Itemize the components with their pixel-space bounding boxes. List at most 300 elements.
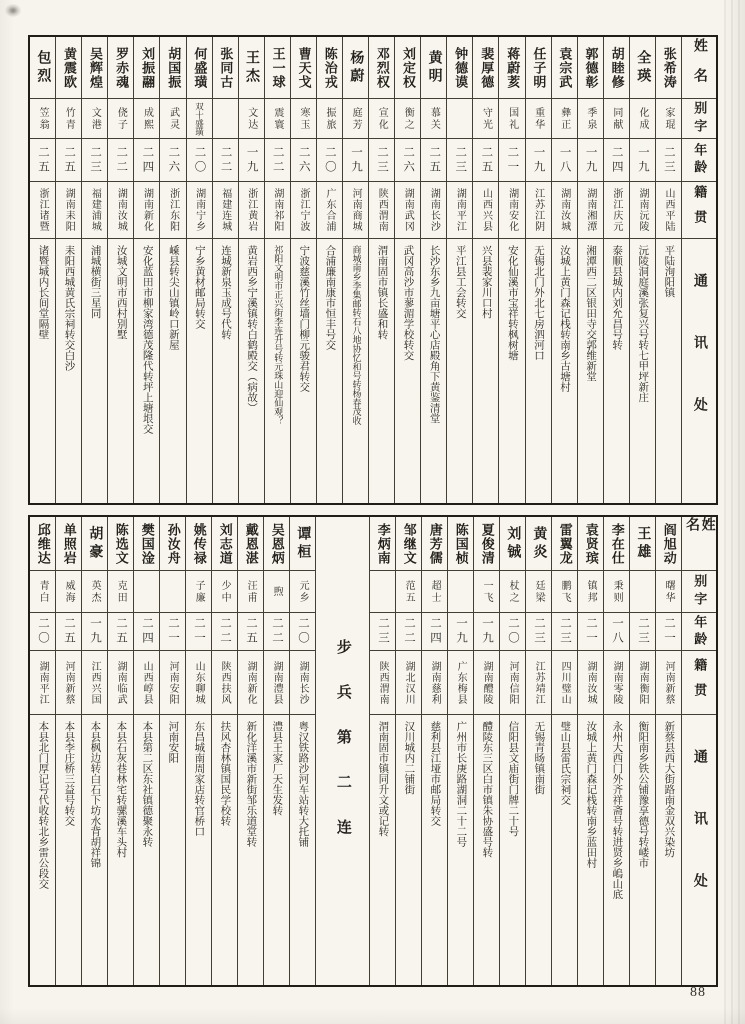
roster-column bbox=[212, 517, 238, 985]
age-cell bbox=[473, 139, 498, 182]
addr-cell bbox=[108, 239, 133, 503]
native-cell bbox=[656, 651, 681, 715]
native-text: 江西兴国 bbox=[89, 660, 101, 705]
native-cell bbox=[160, 182, 185, 239]
addr-text: 沅陵洞庭溪张复兴号转七甲坪新庄 bbox=[637, 245, 649, 403]
age-text: 年龄 bbox=[692, 614, 708, 649]
roster-column bbox=[448, 517, 474, 985]
zi-text: 克田 bbox=[115, 579, 127, 604]
age-cell bbox=[526, 139, 551, 182]
zi-text: 震寰 bbox=[271, 106, 283, 131]
name-text: 刘振翮 bbox=[140, 46, 156, 89]
roster-column bbox=[82, 517, 108, 985]
addr-cell bbox=[682, 715, 716, 985]
native-cell bbox=[82, 651, 107, 715]
roster-table-bottom bbox=[28, 515, 718, 987]
native-text: 湖南新化 bbox=[141, 188, 153, 232]
name-text: 陈国桢 bbox=[453, 522, 469, 565]
name-cell bbox=[30, 37, 55, 99]
age-cell bbox=[370, 613, 395, 651]
zi-cell bbox=[290, 571, 315, 613]
age-cell bbox=[369, 139, 394, 182]
name-cell bbox=[552, 517, 577, 571]
addr-cell bbox=[30, 239, 55, 503]
addr-text: 本县枫边转白石下坊水背胡祥锦 bbox=[89, 721, 101, 868]
native-cell bbox=[134, 651, 159, 715]
age-cell bbox=[343, 139, 368, 182]
zi-text: 庭芳 bbox=[350, 106, 362, 131]
zi-cell bbox=[369, 99, 394, 139]
native-text: 湖南衡阳 bbox=[637, 660, 649, 705]
zi-cell bbox=[630, 571, 655, 613]
native-cell bbox=[239, 182, 264, 239]
age-text: 二〇 bbox=[323, 145, 336, 175]
native-text: 陕西渭南 bbox=[377, 660, 389, 705]
native-cell bbox=[213, 182, 238, 239]
native-text: 山东聊城 bbox=[193, 660, 205, 705]
addr-text: 诸暨城内长间堂隔壁 bbox=[37, 245, 49, 340]
roster-column bbox=[526, 37, 552, 503]
addr-cell bbox=[499, 239, 524, 503]
roster-column bbox=[239, 37, 265, 503]
name-cell bbox=[682, 517, 716, 571]
zi-cell bbox=[499, 99, 524, 139]
addr-text: 渭南固市镇长盛和转 bbox=[376, 245, 388, 340]
age-text: 二二 bbox=[402, 617, 415, 646]
age-cell bbox=[578, 613, 603, 651]
age-cell bbox=[682, 139, 716, 182]
zi-cell bbox=[448, 571, 473, 613]
zi-cell bbox=[396, 571, 421, 613]
addr-cell bbox=[134, 715, 159, 985]
zi-text: 煦 bbox=[271, 585, 283, 598]
addr-cell bbox=[134, 239, 159, 503]
roster-column bbox=[578, 37, 604, 503]
addr-cell bbox=[422, 715, 447, 985]
addr-cell bbox=[578, 239, 603, 503]
native-cell bbox=[290, 651, 315, 715]
zi-text: 文达 bbox=[245, 106, 257, 131]
native-cell bbox=[134, 182, 159, 239]
age-cell bbox=[82, 613, 107, 651]
age-text: 一九 bbox=[454, 617, 467, 646]
zi-text: 武灵 bbox=[167, 106, 179, 131]
addr-text: 汝城文明市西村别墅 bbox=[115, 245, 127, 340]
zi-text: 廷梁 bbox=[533, 579, 545, 604]
zi-text: 别字 bbox=[692, 573, 708, 610]
zi-cell bbox=[187, 99, 212, 139]
age-text: 二一 bbox=[584, 617, 597, 646]
name-text: 吴辉煌 bbox=[88, 46, 104, 89]
native-text: 籍贯 bbox=[692, 185, 708, 235]
zi-cell bbox=[212, 571, 237, 613]
zi-cell bbox=[264, 571, 289, 613]
roster-column bbox=[108, 517, 134, 985]
native-cell bbox=[56, 651, 81, 715]
name-text: 刘定权 bbox=[400, 46, 416, 89]
native-text: 浙江东阳 bbox=[167, 188, 179, 232]
name-text: 钟德谟 bbox=[453, 46, 469, 89]
age-text: 二一 bbox=[192, 617, 205, 646]
roster-column bbox=[30, 37, 56, 503]
age-cell bbox=[239, 139, 264, 182]
name-text: 全瑛 bbox=[635, 49, 651, 86]
native-text: 浙江黄岩 bbox=[245, 188, 257, 232]
roster-column bbox=[160, 517, 186, 985]
roster-column bbox=[108, 37, 134, 503]
name-text: 任子明 bbox=[531, 46, 547, 89]
addr-cell bbox=[473, 239, 498, 503]
addr-cell bbox=[370, 715, 395, 985]
roster-column bbox=[291, 37, 317, 503]
native-cell bbox=[578, 651, 603, 715]
name-text: 邹继文 bbox=[401, 522, 417, 565]
age-text: 二五 bbox=[114, 617, 127, 646]
age-text: 一九 bbox=[636, 145, 649, 175]
name-text: 袁宗武 bbox=[557, 46, 573, 89]
addr-cell bbox=[578, 715, 603, 985]
addr-text: 河南安阳 bbox=[167, 721, 179, 763]
name-text: 姓名 bbox=[684, 517, 715, 547]
age-cell bbox=[186, 613, 211, 651]
roster-column bbox=[526, 517, 552, 985]
name-text: 刘铖 bbox=[505, 525, 521, 562]
zi-cell bbox=[682, 99, 716, 139]
name-cell bbox=[108, 37, 133, 99]
name-cell bbox=[264, 517, 289, 571]
age-cell bbox=[604, 613, 629, 651]
addr-cell bbox=[369, 239, 394, 503]
age-text: 二二 bbox=[115, 145, 128, 175]
zi-text: 镇邦 bbox=[585, 579, 597, 604]
name-cell bbox=[526, 37, 551, 99]
age-text: 二六 bbox=[167, 145, 180, 175]
native-cell bbox=[499, 182, 524, 239]
addr-text: 信阳县文庙街门牌二十号 bbox=[507, 721, 519, 837]
name-cell bbox=[552, 37, 577, 99]
roster-column bbox=[343, 37, 369, 503]
age-cell bbox=[82, 139, 107, 182]
age-text: 二五 bbox=[62, 617, 75, 646]
name-cell bbox=[213, 37, 238, 99]
zi-cell bbox=[395, 99, 420, 139]
native-text: 河南新蔡 bbox=[63, 660, 75, 705]
name-cell bbox=[186, 517, 211, 571]
name-cell bbox=[187, 37, 212, 99]
native-cell bbox=[552, 182, 577, 239]
zi-cell bbox=[238, 571, 263, 613]
native-text: 湖南汝城 bbox=[585, 660, 597, 705]
zi-cell bbox=[317, 99, 342, 139]
name-cell bbox=[526, 517, 551, 571]
scan-edge-streaks bbox=[719, 0, 745, 1024]
addr-cell bbox=[82, 715, 107, 985]
age-cell bbox=[134, 613, 159, 651]
native-text: 湖南慈利 bbox=[429, 660, 441, 705]
name-cell bbox=[369, 37, 394, 99]
name-cell bbox=[630, 517, 655, 571]
age-text: 二三 bbox=[558, 617, 571, 646]
addr-text: 无锡青旸镇南街 bbox=[533, 721, 545, 795]
age-cell bbox=[474, 613, 499, 651]
native-text: 湖南武冈 bbox=[402, 188, 414, 232]
age-text: 二二 bbox=[271, 145, 284, 175]
name-text: 曹天戈 bbox=[296, 46, 312, 89]
name-cell bbox=[265, 37, 290, 99]
zi-text: 一飞 bbox=[481, 579, 493, 604]
native-cell bbox=[578, 182, 603, 239]
native-text: 河南商城 bbox=[350, 188, 362, 232]
roster-column bbox=[369, 37, 395, 503]
addr-text: 兴县裴家川口村 bbox=[480, 245, 492, 319]
age-text: 二二 bbox=[219, 145, 232, 175]
roster-column bbox=[395, 37, 421, 503]
roster-column bbox=[552, 37, 578, 503]
name-text: 唐芳儒 bbox=[427, 522, 443, 565]
addr-text: 汝城上黄门森记栈转南乡古塘村 bbox=[559, 245, 571, 392]
native-cell bbox=[630, 651, 655, 715]
name-text: 李炳南 bbox=[375, 522, 391, 565]
header-column bbox=[682, 517, 716, 985]
zi-text: 衡之 bbox=[402, 106, 414, 131]
native-cell bbox=[474, 651, 499, 715]
addr-text: 黄岩西乡宁溪镇转白鹤殿交（病故） bbox=[246, 245, 258, 413]
zi-cell bbox=[656, 99, 681, 139]
addr-cell bbox=[656, 239, 681, 503]
addr-text: 连城新泉玉成号代转 bbox=[220, 245, 231, 340]
age-text: 二二 bbox=[270, 617, 283, 646]
roster-column bbox=[56, 517, 82, 985]
zi-text: 威海 bbox=[63, 579, 75, 604]
zi-cell bbox=[474, 571, 499, 613]
zi-text: 宣化 bbox=[376, 106, 388, 131]
zi-text: 汪甫 bbox=[245, 579, 257, 604]
zi-cell bbox=[265, 99, 290, 139]
zi-cell bbox=[108, 571, 133, 613]
name-cell bbox=[317, 37, 342, 99]
name-cell bbox=[500, 517, 525, 571]
native-cell bbox=[30, 651, 55, 715]
age-text: 二〇 bbox=[193, 145, 206, 175]
roster-column bbox=[396, 517, 422, 985]
age-cell bbox=[30, 139, 55, 182]
addr-text: 衡阳南乡铁公铺豫享德号转嵝市 bbox=[637, 721, 649, 868]
native-cell bbox=[422, 651, 447, 715]
age-text: 二四 bbox=[610, 145, 623, 175]
zi-text: 文港 bbox=[89, 106, 101, 131]
zi-cell bbox=[604, 571, 629, 613]
zi-text: 化成 bbox=[636, 106, 648, 131]
roster-column bbox=[56, 37, 82, 503]
name-cell bbox=[604, 517, 629, 571]
addr-text: 广州市长庚路湖洞二十二号 bbox=[455, 721, 467, 847]
native-cell bbox=[186, 651, 211, 715]
roster-column bbox=[500, 517, 526, 985]
addr-text: 汉川城内二铺街 bbox=[403, 721, 415, 795]
age-text: 二三 bbox=[376, 617, 389, 646]
age-text: 二四 bbox=[141, 145, 154, 175]
name-text: 李在仕 bbox=[609, 522, 625, 565]
zi-text: 守光 bbox=[480, 106, 492, 131]
native-text: 湖南汝城 bbox=[115, 188, 127, 232]
name-text: 杨蔚 bbox=[348, 49, 364, 86]
addr-cell bbox=[604, 715, 629, 985]
addr-text: 安化仙溪市宝祥转枫树塘 bbox=[506, 245, 518, 361]
age-cell bbox=[160, 139, 185, 182]
age-cell bbox=[526, 613, 551, 651]
name-text: 张希涛 bbox=[661, 46, 677, 89]
name-text: 孙汝舟 bbox=[165, 522, 181, 565]
native-cell bbox=[604, 182, 629, 239]
addr-text: 泰顺县城内刘允昌号转 bbox=[611, 245, 623, 350]
name-cell bbox=[239, 37, 264, 99]
name-text: 吴恩炳 bbox=[269, 522, 285, 565]
header-column bbox=[682, 37, 716, 503]
age-cell bbox=[396, 613, 421, 651]
zi-cell bbox=[682, 571, 716, 613]
native-cell bbox=[30, 182, 55, 239]
age-cell bbox=[578, 139, 603, 182]
native-cell bbox=[500, 651, 525, 715]
addr-text: 本县李庄桥三益号转交 bbox=[63, 721, 75, 826]
name-cell bbox=[448, 517, 473, 571]
native-cell bbox=[238, 651, 263, 715]
roster-column bbox=[473, 37, 499, 503]
roster-column bbox=[552, 517, 578, 985]
native-cell bbox=[656, 182, 681, 239]
zi-text: 英杰 bbox=[89, 579, 101, 604]
zi-text: 家琨 bbox=[663, 106, 675, 131]
addr-text: 合浦廉南康市恒丰号交 bbox=[324, 245, 336, 350]
age-text: 二三 bbox=[376, 145, 389, 175]
roster-column bbox=[656, 517, 682, 985]
age-cell bbox=[500, 613, 525, 651]
name-cell bbox=[134, 517, 159, 571]
addr-cell bbox=[682, 239, 716, 503]
roster-column bbox=[30, 517, 56, 985]
name-text: 姚传禄 bbox=[191, 522, 207, 565]
roster-column bbox=[630, 517, 656, 985]
native-text: 湖南祁阳 bbox=[271, 188, 283, 232]
addr-text: 通讯处 bbox=[691, 273, 707, 459]
age-cell bbox=[290, 613, 315, 651]
name-text: 姓名 bbox=[691, 37, 707, 98]
zi-text: 同献 bbox=[610, 106, 622, 131]
age-text: 一九 bbox=[349, 145, 362, 175]
native-text: 湖南醴陵 bbox=[481, 660, 493, 705]
addr-cell bbox=[238, 715, 263, 985]
native-text: 浙江诸暨 bbox=[37, 188, 49, 232]
addr-text: 渭南固市镇同升文或记转 bbox=[377, 721, 389, 837]
name-cell bbox=[396, 517, 421, 571]
name-text: 黄炎 bbox=[531, 525, 547, 562]
name-cell bbox=[82, 517, 107, 571]
addr-cell bbox=[291, 239, 316, 503]
age-cell bbox=[682, 613, 716, 651]
addr-text: 新蔡县西大街路南金双兴染坊 bbox=[663, 721, 675, 858]
native-text: 山西崞县 bbox=[141, 660, 153, 705]
roster-column bbox=[186, 517, 212, 985]
age-cell bbox=[630, 613, 655, 651]
addr-cell bbox=[630, 239, 655, 503]
addr-cell bbox=[396, 715, 421, 985]
name-text: 戴恩湛 bbox=[243, 522, 259, 565]
name-cell bbox=[56, 517, 81, 571]
age-text: 二六 bbox=[402, 145, 415, 175]
native-text: 福建连城 bbox=[219, 188, 231, 232]
addr-cell bbox=[213, 239, 238, 503]
native-text: 山西兴县 bbox=[480, 188, 492, 232]
name-text: 郭德彰 bbox=[583, 46, 599, 89]
name-cell bbox=[395, 37, 420, 99]
addr-text: 永州大西门外齐祥斋号转进贤乡嵨山底 bbox=[611, 721, 623, 900]
zi-cell bbox=[578, 99, 603, 139]
addr-cell bbox=[552, 715, 577, 985]
native-cell bbox=[212, 651, 237, 715]
native-text: 籍贯 bbox=[692, 657, 708, 708]
native-text: 湖南临武 bbox=[115, 660, 127, 705]
name-text: 裴厚德 bbox=[479, 46, 495, 89]
age-cell bbox=[187, 139, 212, 182]
age-cell bbox=[448, 613, 473, 651]
age-cell bbox=[656, 613, 681, 651]
age-cell bbox=[604, 139, 629, 182]
native-cell bbox=[264, 651, 289, 715]
zi-text: 别字 bbox=[692, 100, 708, 137]
native-text: 浙江庆元 bbox=[610, 188, 622, 232]
addr-cell bbox=[552, 239, 577, 503]
name-cell bbox=[82, 37, 107, 99]
age-text: 二五 bbox=[63, 145, 76, 175]
name-text: 黄明 bbox=[426, 49, 442, 86]
native-cell bbox=[421, 182, 446, 239]
age-text: 二〇 bbox=[36, 617, 49, 646]
zi-text: 杖之 bbox=[507, 579, 519, 604]
native-cell bbox=[82, 182, 107, 239]
zi-cell bbox=[160, 571, 185, 613]
name-text: 谭桓 bbox=[295, 525, 311, 562]
native-cell bbox=[265, 182, 290, 239]
name-text: 何盛璜 bbox=[192, 46, 208, 89]
age-text: 二五 bbox=[37, 145, 50, 175]
addr-text: 湘潭西二区银田寺交郭维新堂 bbox=[585, 245, 597, 382]
zi-cell bbox=[30, 571, 55, 613]
name-cell bbox=[473, 37, 498, 99]
native-text: 河南安阳 bbox=[167, 660, 179, 705]
age-cell bbox=[265, 139, 290, 182]
native-cell bbox=[187, 182, 212, 239]
age-text: 一九 bbox=[88, 617, 101, 646]
zi-cell bbox=[421, 99, 446, 139]
roster-column bbox=[578, 517, 604, 985]
age-text: 一九 bbox=[532, 145, 545, 175]
roster-column bbox=[604, 37, 630, 503]
addr-text: 嵊县转尖山镇岭口新屋 bbox=[167, 245, 179, 350]
name-cell bbox=[630, 37, 655, 99]
name-cell bbox=[422, 517, 447, 571]
zi-cell bbox=[526, 571, 551, 613]
name-text: 胡国振 bbox=[166, 46, 182, 89]
name-text: 蒋蔚荄 bbox=[505, 46, 521, 89]
age-cell bbox=[552, 613, 577, 651]
native-text: 湖南宁乡 bbox=[193, 188, 205, 232]
native-cell bbox=[108, 651, 133, 715]
native-cell bbox=[160, 651, 185, 715]
addr-text: 醴陵东三区白市镇朱协盛号转 bbox=[481, 721, 493, 858]
zi-text: 笠翁 bbox=[37, 106, 49, 131]
name-cell bbox=[212, 517, 237, 571]
age-text: 二一 bbox=[166, 617, 179, 646]
